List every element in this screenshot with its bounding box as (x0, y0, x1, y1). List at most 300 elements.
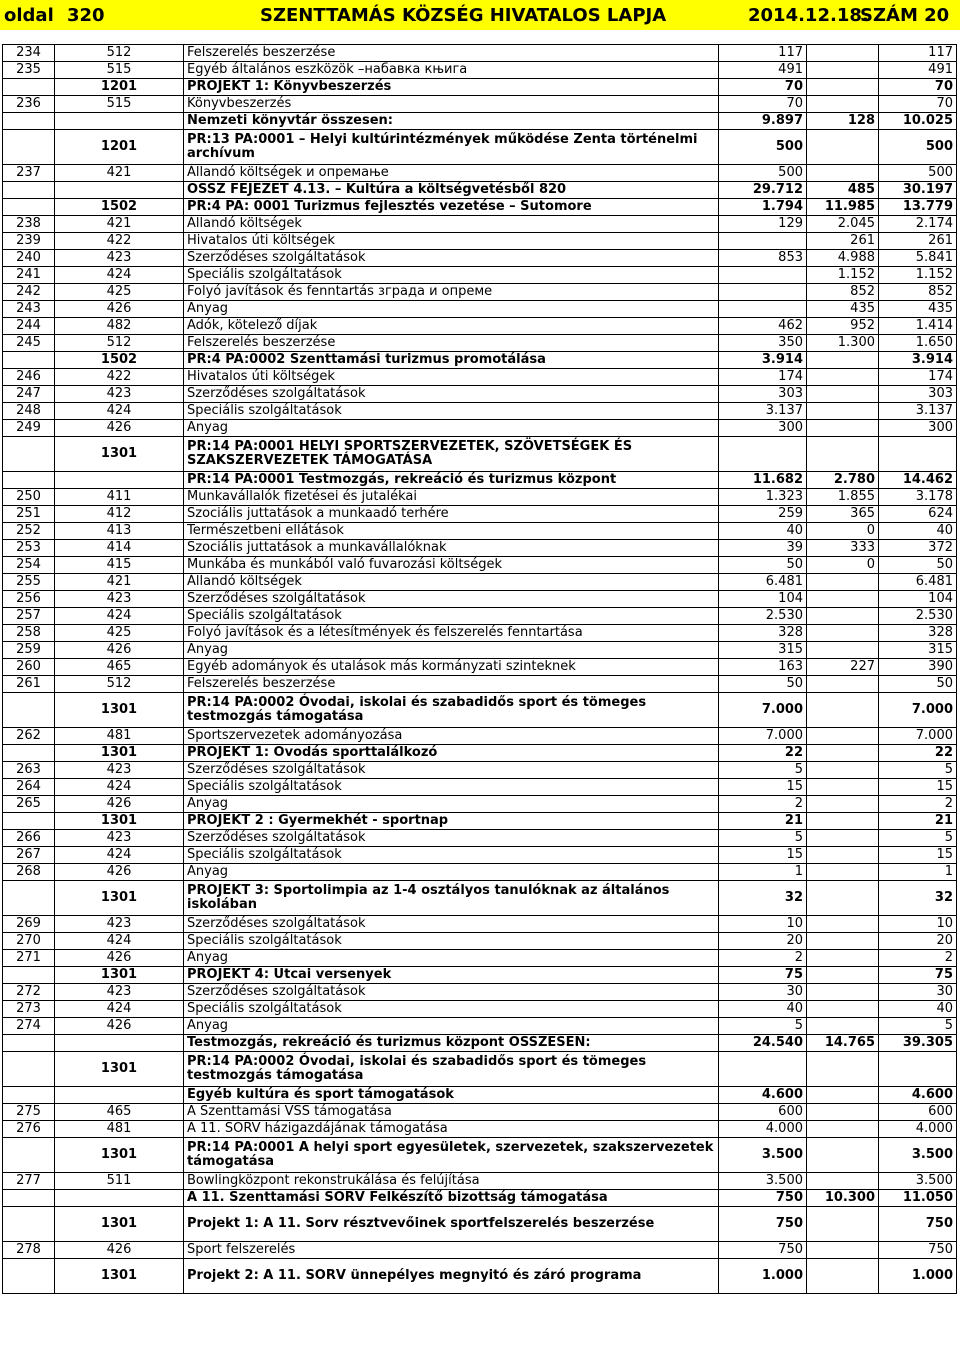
total-cell: 70 (879, 79, 957, 96)
table-row (3, 779, 957, 796)
row-number-cell: 241 (3, 267, 55, 284)
description-cell: A 11. SORV házigazdájának támogatása (184, 1121, 719, 1138)
table-row (3, 437, 957, 472)
row-number-cell: 246 (3, 369, 55, 386)
row-number-cell: 273 (3, 1001, 55, 1018)
code-cell: 413 (55, 523, 184, 540)
code-cell: 426 (55, 1018, 184, 1035)
amount-2-cell (807, 933, 879, 950)
total-cell: 39.305 (879, 1035, 957, 1052)
description-cell: Anyag (184, 1018, 719, 1035)
amount-1-cell: 21 (719, 813, 807, 830)
amount-2-cell: 2.045 (807, 216, 879, 233)
amount-2-cell (807, 1173, 879, 1190)
code-cell: 423 (55, 762, 184, 779)
amount-1-cell: 9.897 (719, 113, 807, 130)
code-cell: 1301 (55, 693, 184, 728)
total-cell: 14.462 (879, 472, 957, 489)
amount-2-cell (807, 984, 879, 1001)
description-cell: Szerződéses szolgáltatások (184, 830, 719, 847)
row-number-cell: 244 (3, 318, 55, 335)
table-row (3, 1242, 957, 1259)
description-cell: Szociális juttatások a munkaadó terhére (184, 506, 719, 523)
amount-2-cell (807, 96, 879, 113)
total-cell: 2.174 (879, 216, 957, 233)
amount-2-cell: 4.988 (807, 250, 879, 267)
table-row (3, 1052, 957, 1087)
description-cell: PR:14 PA:0001 Testmozgás, rekreáció és turizmus központ (184, 472, 719, 489)
total-cell: 6.481 (879, 574, 957, 591)
table-row (3, 420, 957, 437)
table-row (3, 847, 957, 864)
table-row (3, 403, 957, 420)
amount-2-cell (807, 642, 879, 659)
total-cell: 7.000 (879, 693, 957, 728)
row-number-cell: 259 (3, 642, 55, 659)
amount-2-cell: 0 (807, 557, 879, 574)
total-cell: 372 (879, 540, 957, 557)
amount-1-cell: 22 (719, 745, 807, 762)
amount-1-cell (719, 437, 807, 472)
amount-1-cell: 4.000 (719, 1121, 807, 1138)
row-number-cell: 262 (3, 728, 55, 745)
description-cell: PR:14 PA:0001 HELYI SPORTSZERVEZETEK, SZÖVETSÉGEK ÉS SZAKSZERVEZETEK TÁMOGATÁSA (184, 437, 719, 472)
table-row (3, 216, 957, 233)
table-row (3, 233, 957, 250)
table-row (3, 1087, 957, 1104)
description-cell: Speciális szolgáltatások (184, 847, 719, 864)
row-number-cell: 253 (3, 540, 55, 557)
description-cell: PROJEKT 1: Óvodás sporttalálkozó (184, 745, 719, 762)
table-row (3, 1138, 957, 1173)
code-cell: 1301 (55, 881, 184, 916)
row-number-cell (3, 437, 55, 472)
row-number-cell: 275 (3, 1104, 55, 1121)
amount-1-cell: 1.000 (719, 1259, 807, 1294)
amount-1-cell (719, 284, 807, 301)
amount-1-cell: 3.137 (719, 403, 807, 420)
total-cell: 852 (879, 284, 957, 301)
amount-1-cell: 40 (719, 1001, 807, 1018)
table-row (3, 523, 957, 540)
code-cell: 1301 (55, 1207, 184, 1242)
amount-2-cell (807, 386, 879, 403)
code-cell: 465 (55, 659, 184, 676)
total-cell: 1.414 (879, 318, 957, 335)
table-row (3, 813, 957, 830)
amount-2-cell (807, 864, 879, 881)
description-cell: Hivatalos úti költségek (184, 369, 719, 386)
amount-2-cell: 0 (807, 523, 879, 540)
amount-2-cell: 952 (807, 318, 879, 335)
description-cell: Anyag (184, 420, 719, 437)
total-cell: 3.178 (879, 489, 957, 506)
code-cell: 423 (55, 830, 184, 847)
code-cell: 414 (55, 540, 184, 557)
amount-1-cell: 163 (719, 659, 807, 676)
total-cell: 300 (879, 420, 957, 437)
amount-1-cell: 129 (719, 216, 807, 233)
table-row (3, 284, 957, 301)
code-cell: 515 (55, 96, 184, 113)
description-cell: A 11. Szenttamási SORV Felkészítő bizottság támogatása (184, 1190, 719, 1207)
table-row (3, 79, 957, 96)
row-number-cell: 254 (3, 557, 55, 574)
description-cell: PROJEKT 2 : Gyermekhét - sportnap (184, 813, 719, 830)
code-cell: 423 (55, 984, 184, 1001)
total-cell: 174 (879, 369, 957, 386)
description-cell: Szerződéses szolgáltatások (184, 984, 719, 1001)
row-number-cell: 265 (3, 796, 55, 813)
row-number-cell: 266 (3, 830, 55, 847)
code-cell: 425 (55, 625, 184, 642)
code-cell: 421 (55, 216, 184, 233)
row-number-cell: 271 (3, 950, 55, 967)
row-number-cell (3, 1207, 55, 1242)
table-row (3, 1259, 957, 1294)
amount-2-cell: 2.780 (807, 472, 879, 489)
amount-1-cell: 5 (719, 762, 807, 779)
amount-2-cell (807, 950, 879, 967)
table-row (3, 267, 957, 284)
code-cell: 422 (55, 233, 184, 250)
amount-2-cell: 1.300 (807, 335, 879, 352)
description-cell: Anyag (184, 796, 719, 813)
description-cell: Felszerelés beszerzése (184, 45, 719, 62)
row-number-cell (3, 693, 55, 728)
row-number-cell: 250 (3, 489, 55, 506)
row-number-cell (3, 1052, 55, 1087)
amount-2-cell (807, 79, 879, 96)
amount-1-cell: 4.600 (719, 1087, 807, 1104)
row-number-cell: 245 (3, 335, 55, 352)
amount-2-cell (807, 591, 879, 608)
table-row (3, 1173, 957, 1190)
total-cell: 70 (879, 96, 957, 113)
total-cell: 5 (879, 830, 957, 847)
amount-1-cell: 7.000 (719, 728, 807, 745)
amount-1-cell: 350 (719, 335, 807, 352)
table-row (3, 1035, 957, 1052)
code-cell: 481 (55, 1121, 184, 1138)
table-row (3, 1121, 957, 1138)
total-cell: 10 (879, 916, 957, 933)
table-row (3, 318, 957, 335)
amount-1-cell: 303 (719, 386, 807, 403)
row-number-cell: 239 (3, 233, 55, 250)
row-number-cell: 263 (3, 762, 55, 779)
budget-table-body (3, 45, 957, 1294)
amount-2-cell: 1.855 (807, 489, 879, 506)
amount-2-cell (807, 62, 879, 79)
row-number-cell: 264 (3, 779, 55, 796)
total-cell: 15 (879, 779, 957, 796)
publication-title: SZENTTAMÁS KÖZSÉG HIVATALOS LAPJA (260, 5, 667, 26)
code-cell: 426 (55, 1242, 184, 1259)
amount-2-cell: 227 (807, 659, 879, 676)
amount-1-cell: 315 (719, 642, 807, 659)
row-number-cell (3, 79, 55, 96)
code-cell: 421 (55, 165, 184, 182)
amount-1-cell: 3.914 (719, 352, 807, 369)
code-cell (55, 1035, 184, 1052)
table-row (3, 796, 957, 813)
amount-2-cell (807, 45, 879, 62)
table-row (3, 728, 957, 745)
row-number-cell: 252 (3, 523, 55, 540)
description-cell: Egyéb általános eszközök –набавка књига (184, 62, 719, 79)
code-cell: 423 (55, 386, 184, 403)
table-row (3, 1190, 957, 1207)
total-cell: 5.841 (879, 250, 957, 267)
amount-2-cell: 852 (807, 284, 879, 301)
description-cell: Speciális szolgáltatások (184, 1001, 719, 1018)
code-cell: 1301 (55, 813, 184, 830)
row-number-cell: 278 (3, 1242, 55, 1259)
table-row (3, 676, 957, 693)
row-number-cell: 256 (3, 591, 55, 608)
row-number-cell (3, 1035, 55, 1052)
description-cell: Folyó javítások és a létesítmények és felszerelés fenntartása (184, 625, 719, 642)
total-cell: 1.650 (879, 335, 957, 352)
amount-2-cell (807, 762, 879, 779)
amount-2-cell (807, 847, 879, 864)
total-cell: 1.152 (879, 267, 957, 284)
description-cell: ÖSSZ FEJEZET 4.13. – Kultúra a költségvetésből 820 (184, 182, 719, 199)
description-cell: PROJEKT 3: Sportolimpia az 1-4 osztályos tanulóknak az általános iskolában (184, 881, 719, 916)
row-number-cell (3, 881, 55, 916)
table-row (3, 352, 957, 369)
total-cell: 3.914 (879, 352, 957, 369)
table-row (3, 608, 957, 625)
description-cell: Anyag (184, 864, 719, 881)
amount-2-cell: 365 (807, 506, 879, 523)
table-row (3, 830, 957, 847)
amount-2-cell (807, 676, 879, 693)
amount-1-cell: 20 (719, 933, 807, 950)
amount-2-cell (807, 1121, 879, 1138)
code-cell: 1301 (55, 1052, 184, 1087)
total-cell: 50 (879, 557, 957, 574)
amount-2-cell: 485 (807, 182, 879, 199)
description-cell: Felszerelés beszerzése (184, 676, 719, 693)
description-cell: Szerződéses szolgáltatások (184, 250, 719, 267)
amount-1-cell: 40 (719, 523, 807, 540)
code-cell: 512 (55, 45, 184, 62)
amount-2-cell (807, 813, 879, 830)
total-cell: 22 (879, 745, 957, 762)
amount-1-cell: 750 (719, 1207, 807, 1242)
table-row (3, 472, 957, 489)
total-cell: 390 (879, 659, 957, 676)
total-cell: 1.000 (879, 1259, 957, 1294)
description-cell: Munkába és munkából való fuvarozási költségek (184, 557, 719, 574)
row-number-cell (3, 745, 55, 762)
total-cell: 30 (879, 984, 957, 1001)
total-cell: 75 (879, 967, 957, 984)
amount-1-cell: 750 (719, 1242, 807, 1259)
description-cell: Sportszervezetek adományozása (184, 728, 719, 745)
code-cell: 1301 (55, 1138, 184, 1173)
total-cell: 600 (879, 1104, 957, 1121)
row-number-cell (3, 1259, 55, 1294)
amount-2-cell (807, 608, 879, 625)
row-number-cell (3, 352, 55, 369)
row-number-cell (3, 1138, 55, 1173)
total-cell: 32 (879, 881, 957, 916)
row-number-cell: 240 (3, 250, 55, 267)
amount-2-cell (807, 625, 879, 642)
code-cell: 424 (55, 933, 184, 950)
table-row (3, 864, 957, 881)
total-cell: 4.000 (879, 1121, 957, 1138)
amount-2-cell (807, 1018, 879, 1035)
table-row (3, 693, 957, 728)
table-row (3, 574, 957, 591)
code-cell: 426 (55, 420, 184, 437)
total-cell: 2 (879, 950, 957, 967)
amount-1-cell: 328 (719, 625, 807, 642)
amount-2-cell (807, 403, 879, 420)
amount-1-cell: 50 (719, 676, 807, 693)
issue-number: SZÁM 20 (860, 5, 950, 26)
table-row (3, 489, 957, 506)
amount-2-cell (807, 693, 879, 728)
total-cell: 500 (879, 165, 957, 182)
amount-2-cell: 435 (807, 301, 879, 318)
code-cell: 424 (55, 847, 184, 864)
table-row (3, 1001, 957, 1018)
code-cell: 424 (55, 267, 184, 284)
amount-1-cell: 2 (719, 950, 807, 967)
row-number-cell: 235 (3, 62, 55, 79)
description-cell: Bowlingközpont rekonstrukálása és felújítása (184, 1173, 719, 1190)
amount-1-cell (719, 1052, 807, 1087)
amount-1-cell: 15 (719, 847, 807, 864)
row-number-cell (3, 113, 55, 130)
amount-1-cell: 104 (719, 591, 807, 608)
description-cell: Állandó költségek (184, 574, 719, 591)
table-row (3, 762, 957, 779)
amount-1-cell: 5 (719, 1018, 807, 1035)
code-cell: 424 (55, 779, 184, 796)
amount-2-cell (807, 420, 879, 437)
page-header (0, 0, 960, 30)
total-cell (879, 437, 957, 472)
row-number-cell: 258 (3, 625, 55, 642)
total-cell: 303 (879, 386, 957, 403)
code-cell: 1301 (55, 967, 184, 984)
code-cell: 511 (55, 1173, 184, 1190)
description-cell: Szerződéses szolgáltatások (184, 386, 719, 403)
description-cell: Anyag (184, 301, 719, 318)
page-label: oldal (4, 5, 54, 26)
code-cell (55, 182, 184, 199)
row-number-cell: 268 (3, 864, 55, 881)
amount-1-cell: 750 (719, 1190, 807, 1207)
amount-2-cell (807, 352, 879, 369)
amount-1-cell: 500 (719, 165, 807, 182)
code-cell: 425 (55, 284, 184, 301)
amount-1-cell: 117 (719, 45, 807, 62)
code-cell: 1201 (55, 79, 184, 96)
table-row (3, 182, 957, 199)
description-cell: Projekt 1: A 11. Sorv résztvevőinek sportfelszerelés beszerzése (184, 1207, 719, 1242)
description-cell: Hivatalos úti költségek (184, 233, 719, 250)
total-cell: 15 (879, 847, 957, 864)
total-cell: 261 (879, 233, 957, 250)
page-number: 320 (67, 5, 105, 26)
amount-2-cell (807, 1087, 879, 1104)
row-number-cell: 251 (3, 506, 55, 523)
row-number-cell (3, 130, 55, 165)
amount-1-cell: 75 (719, 967, 807, 984)
total-cell: 3.500 (879, 1173, 957, 1190)
row-number-cell (3, 199, 55, 216)
amount-1-cell: 259 (719, 506, 807, 523)
table-row (3, 386, 957, 403)
amount-1-cell: 3.500 (719, 1173, 807, 1190)
total-cell: 750 (879, 1242, 957, 1259)
code-cell: 415 (55, 557, 184, 574)
description-cell: Testmozgás, rekreáció és turizmus központ ÖSSZESEN: (184, 1035, 719, 1052)
amount-2-cell (807, 1242, 879, 1259)
table-row (3, 506, 957, 523)
code-cell (55, 1190, 184, 1207)
row-number-cell: 272 (3, 984, 55, 1001)
amount-1-cell: 491 (719, 62, 807, 79)
amount-2-cell: 1.152 (807, 267, 879, 284)
code-cell: 515 (55, 62, 184, 79)
code-cell: 424 (55, 608, 184, 625)
row-number-cell: 237 (3, 165, 55, 182)
table-row (3, 301, 957, 318)
amount-1-cell (719, 267, 807, 284)
total-cell: 2.530 (879, 608, 957, 625)
table-row (3, 984, 957, 1001)
amount-1-cell: 70 (719, 96, 807, 113)
amount-1-cell: 462 (719, 318, 807, 335)
total-cell: 624 (879, 506, 957, 523)
row-number-cell (3, 1087, 55, 1104)
table-row (3, 335, 957, 352)
total-cell (879, 1052, 957, 1087)
amount-1-cell (719, 301, 807, 318)
row-number-cell: 238 (3, 216, 55, 233)
amount-2-cell (807, 574, 879, 591)
row-number-cell: 274 (3, 1018, 55, 1035)
amount-2-cell: 11.985 (807, 199, 879, 216)
amount-2-cell: 128 (807, 113, 879, 130)
amount-2-cell (807, 916, 879, 933)
table-row (3, 642, 957, 659)
table-row (3, 96, 957, 113)
row-number-cell: 277 (3, 1173, 55, 1190)
table-row (3, 591, 957, 608)
code-cell: 426 (55, 642, 184, 659)
code-cell: 421 (55, 574, 184, 591)
table-row (3, 950, 957, 967)
row-number-cell: 236 (3, 96, 55, 113)
code-cell: 1201 (55, 130, 184, 165)
table-row (3, 250, 957, 267)
amount-1-cell: 10 (719, 916, 807, 933)
code-cell: 1502 (55, 199, 184, 216)
code-cell: 426 (55, 301, 184, 318)
description-cell: Egyéb adományok és utalások más kormányzati szinteknek (184, 659, 719, 676)
total-cell: 3.137 (879, 403, 957, 420)
table-row (3, 113, 957, 130)
